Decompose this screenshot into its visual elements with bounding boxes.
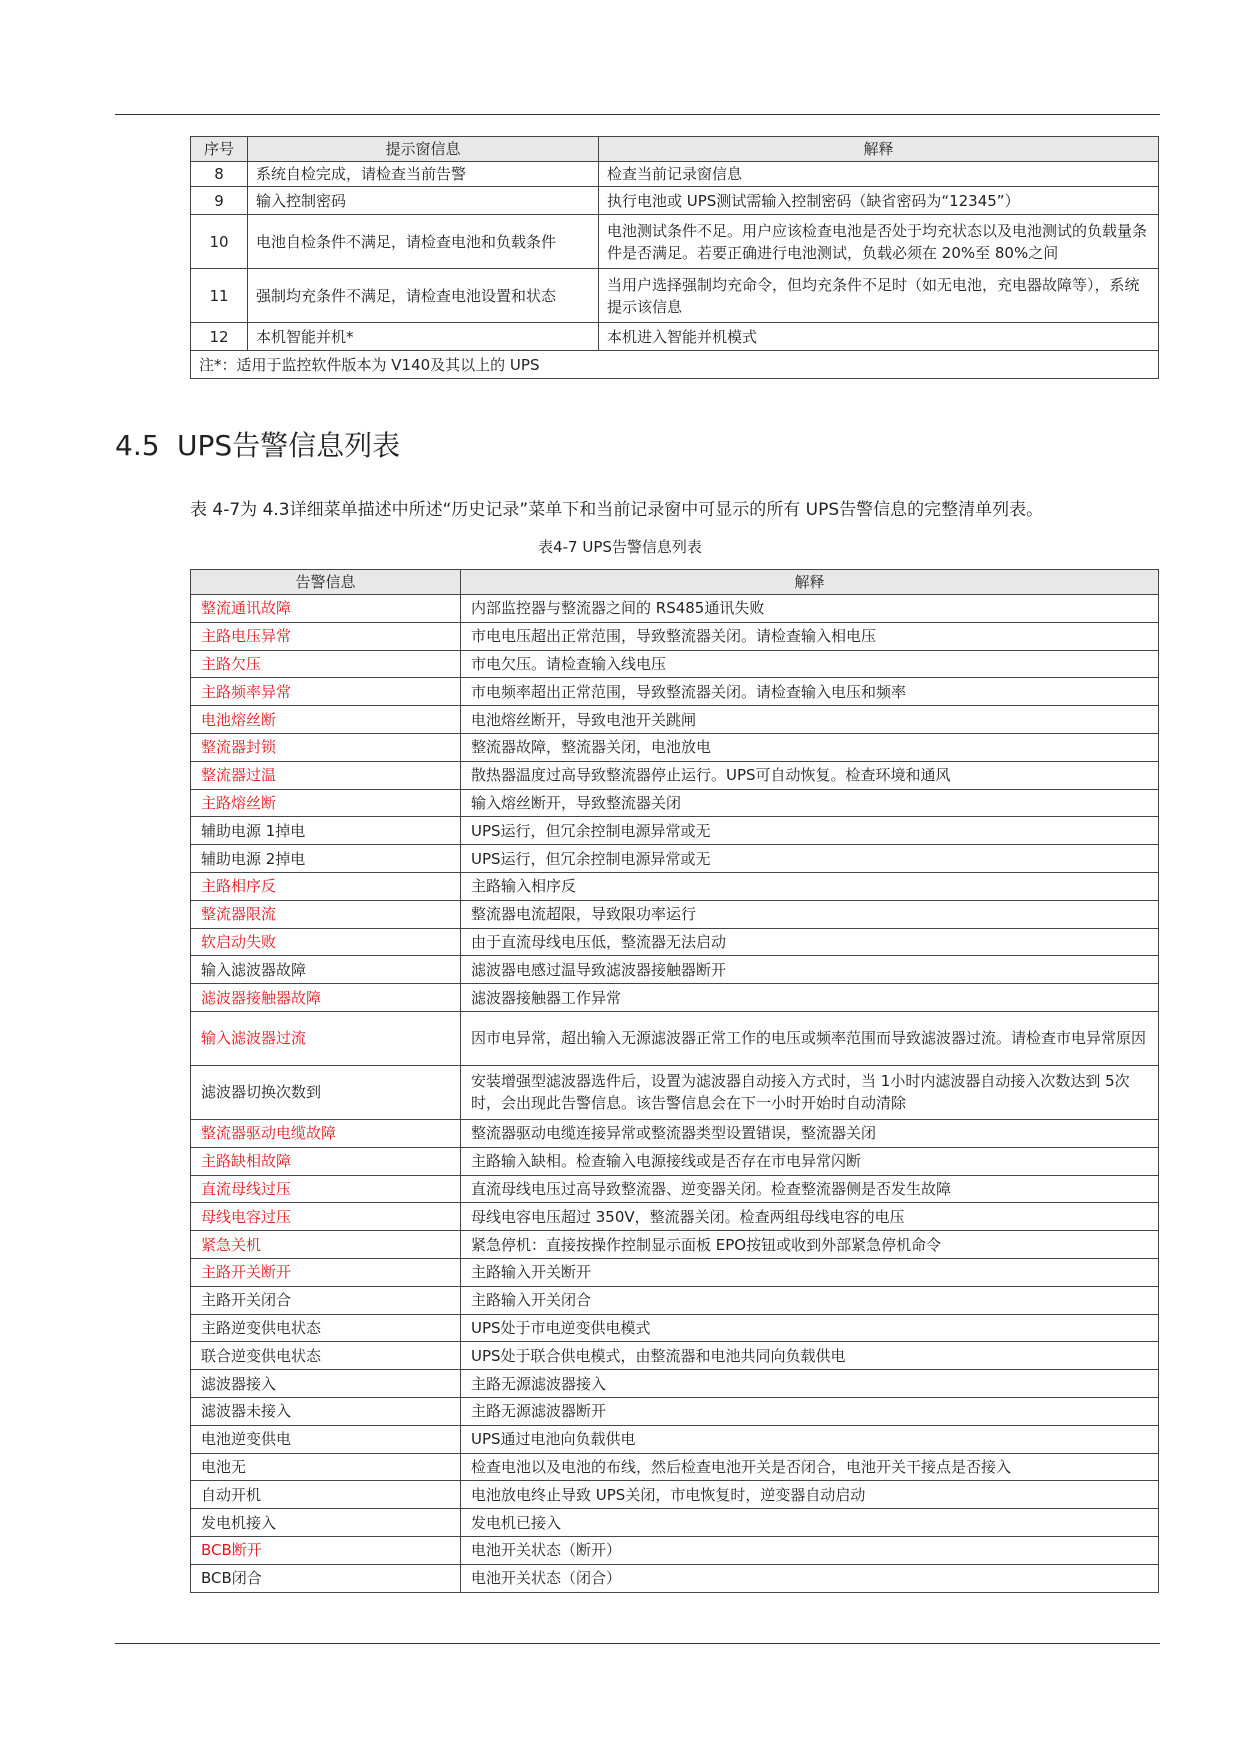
table-note-row — [191, 351, 1159, 379]
alarm-row — [191, 1425, 1159, 1453]
alarm-explanation: 主路无源滤波器接入 — [461, 1370, 1159, 1398]
alarm-explanation: 检查电池以及电池的布线，然后检查电池开关是否闭合，电池开关干接点是否接入 — [461, 1453, 1159, 1481]
alarm-row — [191, 733, 1159, 761]
alarm-name: 整流器过温 — [191, 761, 461, 789]
alarm-explanation: 整流器电流超限，导致限功率运行 — [461, 900, 1159, 928]
footer-rule — [115, 1643, 1160, 1644]
alarm-row — [191, 1481, 1159, 1509]
alarm-explanation: 由于直流母线电压低，整流器无法启动 — [461, 928, 1159, 956]
row-number: 9 — [191, 187, 248, 215]
alarm-row — [191, 1065, 1159, 1119]
alarm-row — [191, 1258, 1159, 1286]
alarm-explanation: UPS运行，但冗余控制电源异常或无 — [461, 845, 1159, 873]
table-row — [191, 162, 1159, 187]
alarm-name: 电池熔丝断 — [191, 706, 461, 734]
alarm-explanation: 输入熔丝断开，导致整流器关闭 — [461, 789, 1159, 817]
column-header-explanation: 解释 — [599, 137, 1159, 162]
alarm-row — [191, 1286, 1159, 1314]
alarm-name: 辅助电源 2掉电 — [191, 845, 461, 873]
alarm-explanation: 主路输入开关闭合 — [461, 1286, 1159, 1314]
alarm-explanation: 整流器驱动电缆连接异常或整流器类型设置错误，整流器关闭 — [461, 1119, 1159, 1147]
alarm-row — [191, 956, 1159, 984]
row-explanation: 执行电池或 UPS测试需输入控制密码（缺省密码为“12345”） — [599, 187, 1159, 215]
row-explanation: 当用户选择强制均充命令，但均充条件不足时（如无电池，充电器故障等），系统提示该信息 — [599, 269, 1159, 323]
alarm-row — [191, 984, 1159, 1012]
alarm-name: BCB断开 — [191, 1536, 461, 1564]
alarm-row — [191, 1147, 1159, 1175]
alarm-explanation: 滤波器电感过温导致滤波器接触器断开 — [461, 956, 1159, 984]
alarm-row — [191, 706, 1159, 734]
alarm-explanation: 内部监控器与整流器之间的 RS485通讯失败 — [461, 595, 1159, 623]
row-explanation: 本机进入智能并机模式 — [599, 323, 1159, 351]
alarm-explanation: UPS通过电池向负载供电 — [461, 1425, 1159, 1453]
table-header-row — [191, 137, 1159, 162]
alarm-name: 滤波器切换次数到 — [191, 1065, 461, 1119]
alarm-name: 电池无 — [191, 1453, 461, 1481]
alarm-explanation: 整流器故障，整流器关闭，电池放电 — [461, 733, 1159, 761]
alarm-row — [191, 789, 1159, 817]
column-header-message: 提示窗信息 — [248, 137, 599, 162]
row-message: 本机智能并机* — [248, 323, 599, 351]
row-number: 12 — [191, 323, 248, 351]
table-row — [191, 323, 1159, 351]
row-message: 电池自检条件不满足，请检查电池和负载条件 — [248, 215, 599, 269]
row-number: 11 — [191, 269, 248, 323]
alarm-name: 主路开关闭合 — [191, 1286, 461, 1314]
alarm-row — [191, 1175, 1159, 1203]
alarm-row — [191, 761, 1159, 789]
alarm-explanation: 电池放电终止导致 UPS关闭，市电恢复时，逆变器自动启动 — [461, 1481, 1159, 1509]
alarm-row — [191, 928, 1159, 956]
intro-paragraph: 表 4-7为 4.3详细菜单描述中所述“历史记录”菜单下和当前记录窗中可显示的所有 UPS告警信息的完整清单列表。 — [190, 500, 1044, 520]
row-number: 10 — [191, 215, 248, 269]
alarm-explanation: 紧急停机：直接按操作控制显示面板 EPO按钮或收到外部紧急停机命令 — [461, 1231, 1159, 1259]
alarm-explanation: UPS处于市电逆变供电模式 — [461, 1314, 1159, 1342]
alarm-explanation: 母线电容电压超过 350V，整流器关闭。检查两组母线电容的电压 — [461, 1203, 1159, 1231]
alarm-explanation: 滤波器接触器工作异常 — [461, 984, 1159, 1012]
alarm-row — [191, 1231, 1159, 1259]
column-header-alarm: 告警信息 — [191, 570, 461, 595]
alarm-explanation: 电池开关状态（闭合） — [461, 1564, 1159, 1592]
table-header-row — [191, 570, 1159, 595]
alarm-name: 滤波器接入 — [191, 1370, 461, 1398]
alarm-explanation: 主路输入缺相。检查输入电源接线或是否存在市电异常闪断 — [461, 1147, 1159, 1175]
alarm-row — [191, 1011, 1159, 1065]
alarm-row — [191, 595, 1159, 623]
alarm-name: 主路欠压 — [191, 650, 461, 678]
alarm-explanation: 电池熔丝断开，导致电池开关跳闸 — [461, 706, 1159, 734]
table-row — [191, 269, 1159, 323]
alarm-name: 紧急关机 — [191, 1231, 461, 1259]
alarm-table-body — [191, 595, 1159, 1593]
row-number: 8 — [191, 162, 248, 187]
alarm-row — [191, 1119, 1159, 1147]
alarm-name: 整流器限流 — [191, 900, 461, 928]
alarm-name: 整流器封锁 — [191, 733, 461, 761]
alarm-name: 整流器驱动电缆故障 — [191, 1119, 461, 1147]
alarm-table — [190, 569, 1159, 1593]
alarm-row — [191, 1314, 1159, 1342]
prompt-message-table — [190, 136, 1159, 379]
table-row — [191, 187, 1159, 215]
table-note: 注*：适用于监控软件版本为 V140及其以上的 UPS — [191, 351, 1159, 379]
alarm-name: 联合逆变供电状态 — [191, 1342, 461, 1370]
alarm-name: 主路相序反 — [191, 872, 461, 900]
alarm-name: 主路缺相故障 — [191, 1147, 461, 1175]
alarm-explanation: UPS运行，但冗余控制电源异常或无 — [461, 817, 1159, 845]
alarm-name: 发电机接入 — [191, 1509, 461, 1537]
alarm-explanation: UPS处于联合供电模式，由整流器和电池共同向负载供电 — [461, 1342, 1159, 1370]
alarm-explanation: 市电电压超出正常范围，导致整流器关闭。请检查输入相电压 — [461, 622, 1159, 650]
alarm-name: 主路电压异常 — [191, 622, 461, 650]
alarm-explanation: 发电机已接入 — [461, 1509, 1159, 1537]
alarm-row — [191, 1453, 1159, 1481]
alarm-name: 自动开机 — [191, 1481, 461, 1509]
alarm-row — [191, 1397, 1159, 1425]
table-caption: 表4-7 UPS告警信息列表 — [538, 538, 702, 556]
alarm-explanation: 主路无源滤波器断开 — [461, 1397, 1159, 1425]
alarm-row — [191, 622, 1159, 650]
header-rule — [115, 114, 1160, 115]
alarm-row — [191, 845, 1159, 873]
row-message: 系统自检完成，请检查当前告警 — [248, 162, 599, 187]
alarm-name: 直流母线过压 — [191, 1175, 461, 1203]
alarm-name: 滤波器接触器故障 — [191, 984, 461, 1012]
section-number: 4.5 — [115, 429, 160, 462]
alarm-row — [191, 650, 1159, 678]
alarm-name: 主路频率异常 — [191, 678, 461, 706]
alarm-row — [191, 1342, 1159, 1370]
table-row — [191, 215, 1159, 269]
row-message: 强制均充条件不满足，请检查电池设置和状态 — [248, 269, 599, 323]
alarm-explanation: 市电频率超出正常范围，导致整流器关闭。请检查输入电压和频率 — [461, 678, 1159, 706]
alarm-row — [191, 1203, 1159, 1231]
alarm-row — [191, 900, 1159, 928]
alarm-row — [191, 817, 1159, 845]
alarm-name: 整流通讯故障 — [191, 595, 461, 623]
section-title: UPS告警信息列表 — [177, 429, 401, 462]
alarm-explanation: 主路输入相序反 — [461, 872, 1159, 900]
alarm-explanation: 主路输入开关断开 — [461, 1258, 1159, 1286]
alarm-name: BCB闭合 — [191, 1564, 461, 1592]
alarm-explanation: 市电欠压。请检查输入线电压 — [461, 650, 1159, 678]
alarm-explanation: 直流母线电压过高导致整流器、逆变器关闭。检查整流器侧是否发生故障 — [461, 1175, 1159, 1203]
alarm-row — [191, 1370, 1159, 1398]
alarm-name: 输入滤波器故障 — [191, 956, 461, 984]
alarm-row — [191, 1509, 1159, 1537]
alarm-name: 滤波器未接入 — [191, 1397, 461, 1425]
alarm-name: 主路逆变供电状态 — [191, 1314, 461, 1342]
alarm-name: 母线电容过压 — [191, 1203, 461, 1231]
row-explanation: 电池测试条件不足。用户应该检查电池是否处于均充状态以及电池测试的负载量条件是否满足。若要正确进行电池测试，负载必须在 20%至 80%之间 — [599, 215, 1159, 269]
alarm-row — [191, 1536, 1159, 1564]
alarm-explanation: 散热器温度过高导致整流器停止运行。UPS可自动恢复。检查环境和通风 — [461, 761, 1159, 789]
column-header-number: 序号 — [191, 137, 248, 162]
column-header-explanation: 解释 — [461, 570, 1159, 595]
alarm-name: 电池逆变供电 — [191, 1425, 461, 1453]
section-heading — [115, 424, 400, 464]
alarm-row — [191, 872, 1159, 900]
alarm-row — [191, 1564, 1159, 1592]
alarm-name: 主路开关断开 — [191, 1258, 461, 1286]
alarm-name: 软启动失败 — [191, 928, 461, 956]
alarm-name: 输入滤波器过流 — [191, 1011, 461, 1065]
alarm-name: 主路熔丝断 — [191, 789, 461, 817]
alarm-name: 辅助电源 1掉电 — [191, 817, 461, 845]
alarm-explanation: 因市电异常，超出输入无源滤波器正常工作的电压或频率范围而导致滤波器过流。请检查市电异常原因 — [461, 1011, 1159, 1065]
row-message: 输入控制密码 — [248, 187, 599, 215]
alarm-explanation: 安装增强型滤波器选件后，设置为滤波器自动接入方式时，当 1小时内滤波器自动接入次数达到 5次时，会出现此告警信息。该告警信息会在下一小时开始时自动清除 — [461, 1065, 1159, 1119]
alarm-explanation: 电池开关状态（断开） — [461, 1536, 1159, 1564]
row-explanation: 检查当前记录窗信息 — [599, 162, 1159, 187]
alarm-row — [191, 678, 1159, 706]
